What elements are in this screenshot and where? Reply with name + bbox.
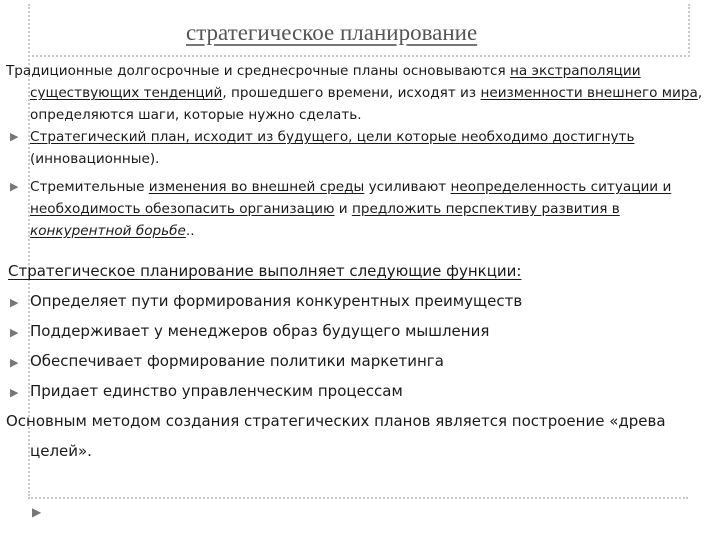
bullet2-text-3: усиливают xyxy=(364,179,451,195)
bullet1-text-1: Стратегический план, исходит из будущего, цели которые необходимо достигнуть xyxy=(30,129,635,145)
functions-heading: Стратегическое планирование выполняет следующие функции: xyxy=(8,262,522,280)
decorative-arrow-icon: ▶ xyxy=(32,505,42,519)
bullet1-text-2: (инновационные). xyxy=(30,151,160,167)
bullet2-text-1: Стремительные xyxy=(30,179,149,195)
slide-content xyxy=(6,60,706,466)
bullet2-text-5: и xyxy=(334,201,352,217)
function-item-text: Определяет пути формирования конкурентных преимуществ xyxy=(30,292,523,310)
bullet-rapid-changes xyxy=(6,176,706,242)
intro-text-2: на экстраполяции существующих тенденций xyxy=(30,63,641,101)
bullet-arrow-icon: ▶ xyxy=(10,130,19,143)
decorative-frame-bottom xyxy=(28,497,688,499)
bullet-arrow-icon: ▶ xyxy=(10,386,19,399)
bullet2-text-8: .. xyxy=(185,223,195,239)
bullet-arrow-icon: ▶ xyxy=(10,180,19,193)
bullet-arrow-icon: ▶ xyxy=(10,326,19,339)
function-item xyxy=(6,376,706,406)
bullet2-text-4: неопределенность ситуации и необходимость обезопасить организацию xyxy=(30,179,672,217)
bullet-arrow-icon: ▶ xyxy=(10,296,19,309)
function-item-text: Обеспечивает формирование политики маркетинга xyxy=(30,352,444,370)
intro-text-1: Традиционные долгосрочные и среднесрочные планы основываются xyxy=(6,63,511,79)
bullet2-text-6: предложить перспективу развития в xyxy=(351,201,620,217)
intro-paragraph xyxy=(6,60,706,126)
intro-text-3: , прошедшего времени, исходят из xyxy=(222,85,481,101)
intro-text-4: неизменности внешнего мира xyxy=(480,85,698,101)
function-item-text: Поддерживает у менеджеров образ будущего мышления xyxy=(30,322,490,340)
bullet-arrow-icon: ▶ xyxy=(10,356,19,369)
function-item xyxy=(6,316,706,346)
function-item xyxy=(6,346,706,376)
slide-title: стратегическое планирование xyxy=(186,20,478,45)
intro-text-5: , определяются шаги, которые нужно сделать. xyxy=(30,85,703,123)
bullet2-text-7: конкурентной борьбе xyxy=(30,223,186,239)
function-item-text: Придает единство управленческим процессам xyxy=(30,382,403,400)
function-item xyxy=(6,286,706,316)
bullet2-text-2: изменения во внешней среды xyxy=(148,179,365,195)
conclusion-paragraph: Основным методом создания стратегических планов является построение «древа целей». xyxy=(6,412,666,460)
bullet-strategic-plan xyxy=(6,126,706,170)
